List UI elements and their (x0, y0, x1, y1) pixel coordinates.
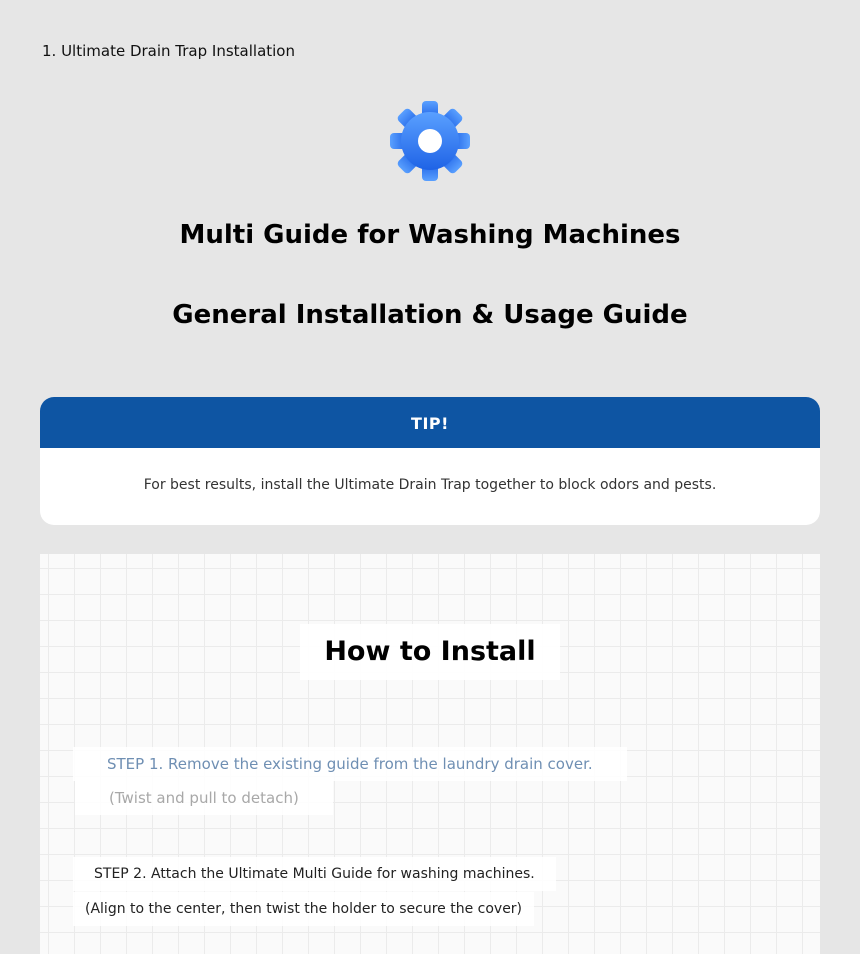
step-1-note: (Twist and pull to detach) (75, 781, 333, 815)
page-subtitle: General Installation & Usage Guide (172, 300, 688, 330)
gear-icon (389, 100, 471, 182)
tip-header: TIP! (40, 397, 820, 448)
install-section (40, 554, 820, 954)
tip-card (40, 397, 820, 525)
step-2-text: STEP 2. Attach the Ultimate Multi Guide for washing machines. (73, 857, 556, 891)
breadcrumb-item: 1. Ultimate Drain Trap Installation (42, 42, 295, 60)
step-1-text: STEP 1. Remove the existing guide from the laundry drain cover. (73, 747, 627, 781)
step-2-note: (Align to the center, then twist the holder to secure the cover) (73, 892, 534, 926)
tip-text: For best results, install the Ultimate Drain Trap together to block odors and pests. (143, 477, 717, 493)
install-title: How to Install (300, 624, 560, 680)
page-title: Multi Guide for Washing Machines (179, 220, 681, 250)
